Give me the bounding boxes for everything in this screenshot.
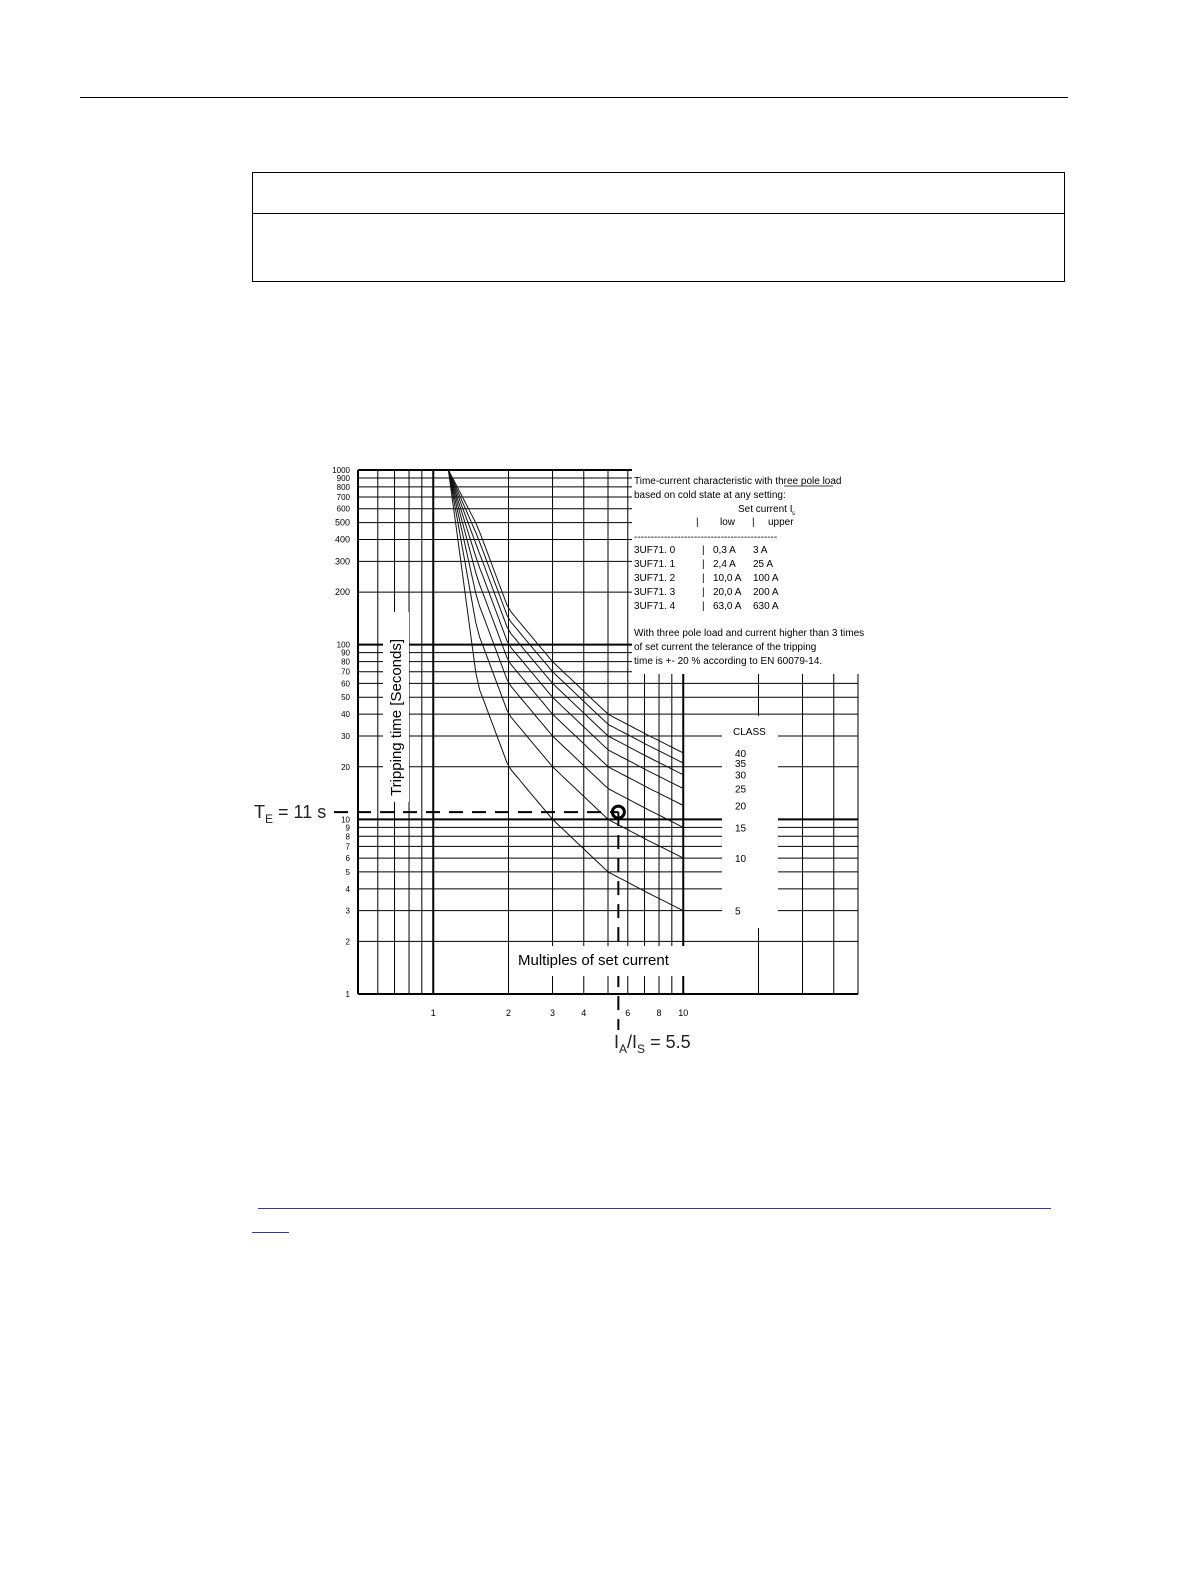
y-tick-label: 700 (336, 493, 350, 503)
y-tick-label: 30 (341, 731, 350, 741)
table-device: 3UF71. 2 (634, 573, 676, 584)
x-tick-label: 3 (550, 1008, 556, 1018)
y-tick-label: 60 (341, 679, 350, 689)
ratio-s-sub: S (637, 1042, 646, 1056)
y-tick-label: 300 (334, 556, 350, 567)
note-line-3: time is +- 20 % according to EN 60079-14. (634, 656, 823, 667)
te-label-main: T (254, 802, 265, 822)
y-tick-label: 500 (334, 517, 350, 528)
table-upper: 3 A (753, 545, 768, 556)
column-upper: upper (768, 517, 794, 528)
y-tick-label: 400 (334, 534, 350, 545)
y-tick-label: 70 (341, 667, 350, 677)
table-separator: | (702, 545, 705, 556)
table-dashes: ------------------------------------------- (634, 532, 778, 543)
class-label-35: 35 (735, 759, 747, 771)
table-low: 63,0 A (713, 601, 742, 612)
te-label-value: = 11 s (273, 802, 327, 822)
table-separator: | (702, 601, 705, 612)
x-tick-label: 1 (430, 1008, 436, 1018)
y-tick-label: 7 (345, 842, 350, 852)
table-device: 3UF71. 4 (634, 601, 676, 612)
legend-title: Time-current characteristic with three pole load (634, 476, 842, 487)
class-label-15: 15 (735, 823, 747, 835)
table-upper: 630 A (753, 601, 779, 612)
class-label-40: 40 (735, 748, 747, 760)
footnote-link-line-1[interactable] (258, 1208, 1051, 1209)
x-axis-label: Multiples of set current (518, 952, 669, 969)
y-tick-label: 900 (336, 473, 350, 483)
x-tick-label: 4 (581, 1008, 587, 1018)
y-tick-label: 5 (345, 867, 350, 877)
x-tick-label: 8 (656, 1008, 662, 1018)
te-label-sub: E (265, 812, 274, 826)
y-tick-label: 200 (334, 587, 350, 598)
y-tick-label: 10 (341, 815, 350, 825)
y-axis-label: Tripping time [Seconds] (388, 638, 405, 796)
y-tick-label: 1 (345, 990, 350, 999)
te-label (254, 802, 326, 826)
note-line-1: With three pole load and current higher than 3 times (634, 628, 865, 639)
x-tick-label: 6 (625, 1008, 631, 1018)
y-tick-label: 600 (336, 504, 350, 514)
table-upper: 100 A (753, 573, 779, 584)
x-tick-label: 10 (678, 1008, 689, 1018)
y-tick-label: 2 (345, 937, 350, 947)
footnote-link-line-2[interactable] (252, 1232, 289, 1233)
table-low: 10,0 A (713, 573, 742, 584)
y-tick-label: 80 (341, 657, 350, 667)
ratio-a-sub: A (619, 1042, 628, 1056)
note-line-2: of set current the telerance of the tripping (634, 642, 817, 653)
table-upper: 25 A (753, 559, 774, 570)
y-tick-label: 20 (341, 762, 350, 772)
ratio-i-a: I (614, 1032, 620, 1052)
table-low: 20,0 A (713, 587, 742, 598)
y-tick-label: 9 (345, 823, 350, 833)
table-separator: | (702, 573, 705, 584)
y-tick-label: 90 (341, 648, 350, 658)
class-label-25: 25 (735, 784, 747, 796)
class-panel-background (722, 716, 778, 928)
table-device: 3UF71. 3 (634, 587, 676, 598)
y-tick-label: 3 (345, 906, 350, 916)
table-separator: | (702, 559, 705, 570)
class-label: CLASS (733, 727, 766, 738)
x-tick-label: 2 (506, 1008, 512, 1018)
y-tick-label: 8 (345, 832, 350, 842)
table-device: 3UF71. 0 (634, 545, 676, 556)
table-low: 0,3 A (713, 545, 736, 556)
table-upper: 200 A (753, 587, 779, 598)
legend-subtitle: based on cold state at any setting: (634, 490, 786, 501)
ratio-slash: /I (627, 1032, 638, 1052)
y-tick-label: 6 (345, 854, 350, 864)
set-current-heading-sub: s (792, 511, 795, 517)
y-tick-label: 40 (341, 710, 350, 720)
y-tick-label: 50 (341, 693, 350, 703)
ratio-value: = 5.5 (645, 1032, 691, 1052)
set-current-heading: Set current I (738, 504, 793, 515)
class-label-5: 5 (735, 906, 741, 918)
column-low: low (720, 517, 736, 528)
y-tick-label: 4 (345, 884, 350, 894)
table-separator-1: | (696, 517, 699, 528)
table-separator: | (702, 587, 705, 598)
table-low: 2,4 A (713, 559, 736, 570)
table-device: 3UF71. 1 (634, 559, 676, 570)
y-tick-label: 800 (336, 482, 350, 492)
class-label-20: 20 (735, 801, 747, 813)
class-label-30: 30 (735, 770, 747, 782)
current-ratio-label (614, 1032, 691, 1056)
class-label-10: 10 (735, 854, 747, 866)
y-tick-label: 1000 (332, 466, 350, 475)
table-separator-2: | (752, 517, 755, 528)
y-tick-label: 100 (336, 640, 350, 650)
